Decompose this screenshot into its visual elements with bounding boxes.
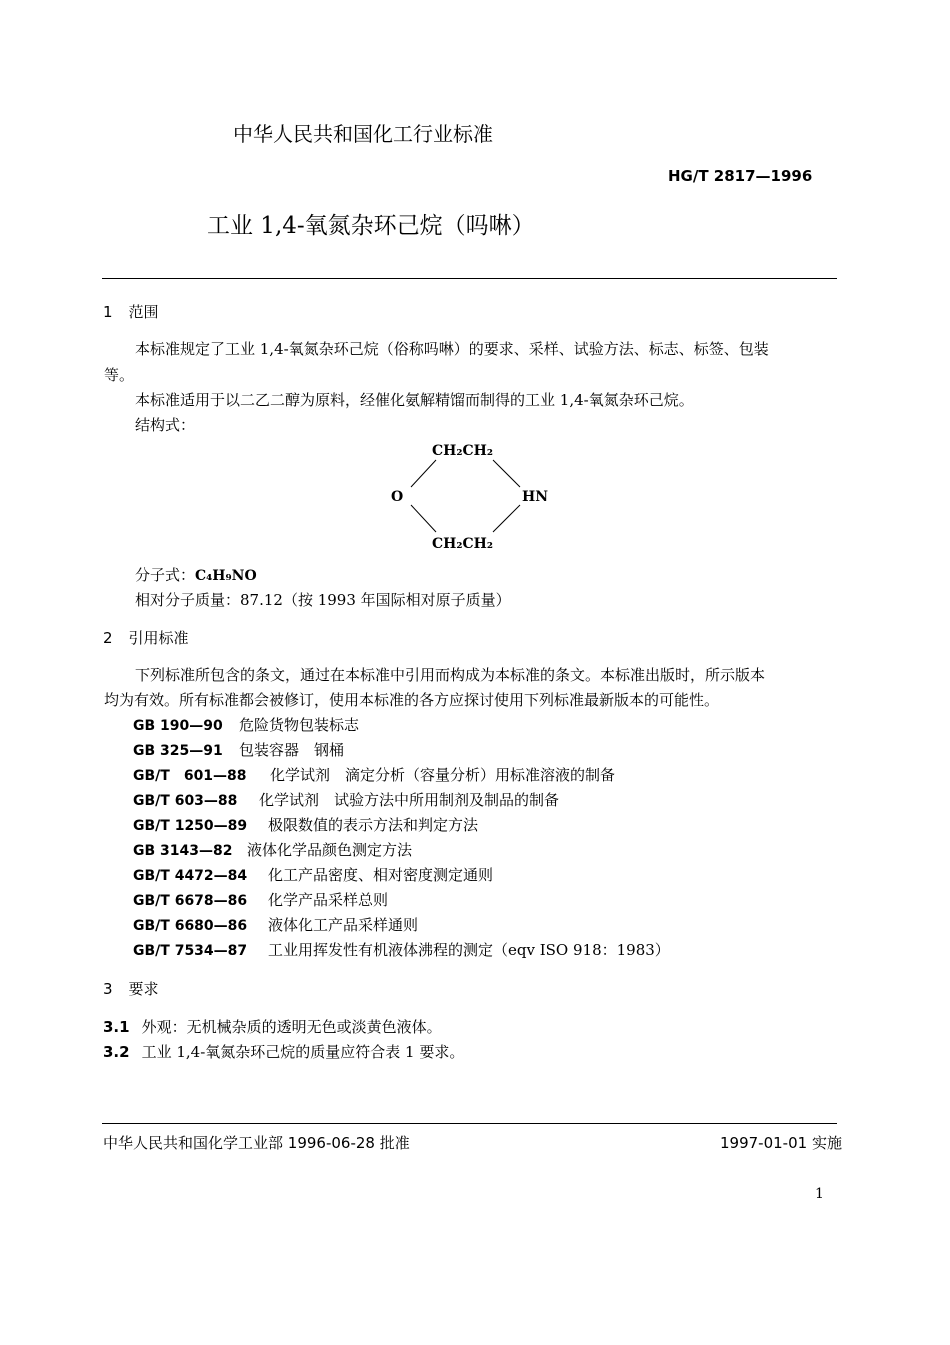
scope-paragraph-line-1: 本标准规定了工业 1,4-氧氮杂环己烷（俗称吗啉）的要求、采样、试验方法、标志、标签、包装 [135, 340, 769, 358]
reference-item [133, 739, 344, 760]
reference-title: 化学试剂 试验方法中所用制剂及制品的制备 [259, 791, 560, 809]
requirement-3-2 [103, 1041, 464, 1062]
molecular-formula: C₄H₉NO [195, 568, 257, 584]
section-title: 要求 [128, 980, 159, 998]
standard-code: HG/T 2817—1996 [668, 167, 813, 185]
reference-code: GB/T 1250—89 [133, 818, 248, 834]
formula-label: 分子式： [135, 566, 196, 584]
reference-code: GB/T 6678—86 [133, 893, 248, 909]
clause-number: 3.1 [103, 1018, 130, 1036]
footer-divider [102, 1123, 837, 1124]
clause-number: 3.2 [103, 1043, 130, 1061]
section-2-heading [103, 627, 189, 648]
page-number: 1 [815, 1186, 824, 1202]
reference-code: GB/T 7534—87 [133, 943, 248, 959]
clause-text: 外观：无机械杂质的透明无色或淡黄色液体。 [141, 1018, 442, 1036]
section-1-heading [103, 301, 159, 322]
structure-amine: HN [522, 489, 549, 505]
reference-code: GB/T 601—88 [133, 768, 247, 784]
reference-title: 化学试剂 滴定分析（容量分析）用标准溶液的制备 [270, 766, 616, 784]
structure-top-group: CH₂CH₂ [432, 443, 494, 459]
section-number: 1 [103, 303, 113, 321]
approval-note: 中华人民共和国化学工业部 1996-06-28 批准 [103, 1134, 410, 1152]
bond-o-top [411, 460, 436, 487]
structure-label: 结构式： [135, 416, 196, 434]
bond-bottom-n [493, 505, 520, 532]
reference-title: 化学产品采样总则 [268, 891, 389, 909]
reference-code: GB 190—90 [133, 718, 223, 734]
reference-code: GB 3143—82 [133, 843, 233, 859]
reference-code: GB/T 603—88 [133, 793, 238, 809]
clause-text: 工业 1,4-氧氮杂环己烷的质量应符合表 1 要求。 [141, 1043, 465, 1061]
section-number: 3 [103, 980, 113, 998]
reference-title: 工业用挥发性有机液体沸程的测定（eqv ISO 918：1983） [268, 941, 670, 959]
bond-o-bottom [411, 505, 436, 532]
reference-title: 包装容器 钢桶 [239, 741, 345, 759]
structure-oxygen: O [391, 489, 404, 505]
section-title: 范围 [128, 303, 159, 321]
reference-code: GB/T 6680—86 [133, 918, 248, 934]
reference-code: GB/T 4472—84 [133, 868, 248, 884]
reference-title: 液体化工产品采样通则 [268, 916, 419, 934]
reference-title: 极限数值的表示方法和判定方法 [268, 816, 479, 834]
reference-item [133, 714, 359, 735]
reference-item [133, 889, 388, 910]
section-3-heading [103, 978, 159, 999]
reference-item [133, 839, 412, 860]
reference-title: 化工产品密度、相对密度测定通则 [268, 866, 494, 884]
reference-title: 液体化学品颜色测定方法 [247, 841, 413, 859]
section-title: 引用标准 [128, 629, 189, 647]
bond-top-n [493, 460, 520, 487]
header-divider [102, 278, 837, 279]
molecular-mass-line: 相对分子质量：87.12（按 1993 年国际相对原子质量） [135, 591, 511, 609]
molecular-formula-line [135, 564, 257, 585]
references-paragraph-line-2: 均为有效。所有标准都会被修订，使用本标准的各方应探讨使用下列标准最新版本的可能性。 [104, 691, 720, 709]
reference-item [133, 864, 493, 885]
reference-item [133, 914, 418, 935]
structure-bottom-group: CH₂CH₂ [432, 536, 494, 552]
reference-item [133, 764, 615, 785]
reference-item [133, 789, 559, 810]
applicability-paragraph: 本标准适用于以二乙二醇为原料，经催化氨解精馏而制得的工业 1,4-氧氮杂环己烷。 [135, 391, 694, 409]
reference-item [133, 939, 670, 960]
scope-paragraph-line-2: 等。 [104, 366, 135, 384]
issuing-agency: 中华人民共和国化工行业标准 [233, 122, 493, 146]
effective-date: 1997-01-01 实施 [720, 1134, 842, 1152]
requirement-3-1 [103, 1016, 442, 1037]
references-paragraph-line-1: 下列标准所包含的条文，通过在本标准中引用而构成为本标准的条文。本标准出版时，所示版本 [135, 666, 766, 684]
reference-code: GB 325—91 [133, 743, 223, 759]
document-title: 工业 1,4-氧氮杂环己烷（吗啉） [207, 213, 535, 239]
section-number: 2 [103, 629, 113, 647]
reference-title: 危险货物包装标志 [239, 716, 360, 734]
reference-item [133, 814, 478, 835]
